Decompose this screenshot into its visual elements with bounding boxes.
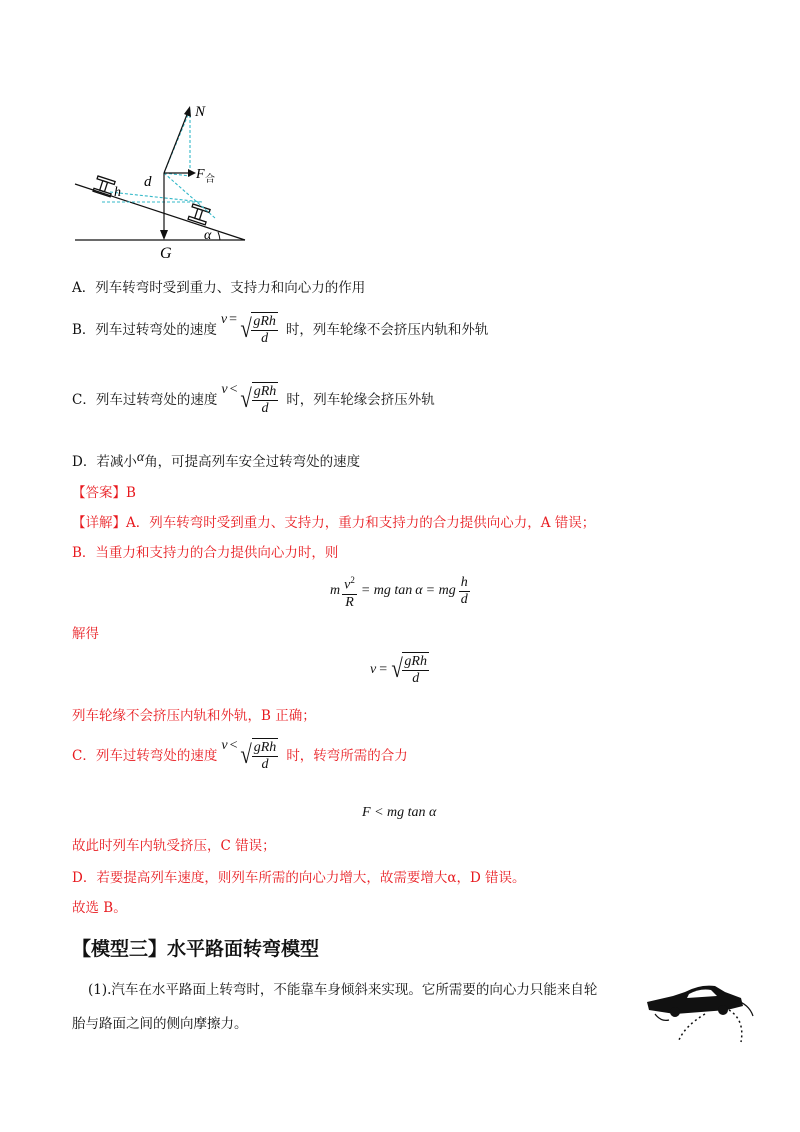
incline-line xyxy=(75,184,245,240)
answer-label: 【答案】B xyxy=(72,485,136,501)
label-N: N xyxy=(195,104,206,120)
equation-force-ineq: F < mg tan α xyxy=(362,805,437,820)
dashed-helper-lines xyxy=(102,110,215,218)
label-alpha: α xyxy=(204,228,212,243)
option-b-prefix: B．列车过转弯处的速度 xyxy=(72,321,217,338)
normal-force-arrow xyxy=(164,112,188,173)
section-para-line1: (1).汽车在水平路面上转弯时，不能靠车身倾斜来实现。它所需要的向心力只能来自轮 xyxy=(88,982,598,998)
equation-velocity: v = √ $\frac{\text{gRh}}{d}$ xyxy=(370,654,427,686)
option-d: D．若减小α角，可提高列车安全过转弯处的速度 xyxy=(72,450,361,470)
detail-a: 【详解】A．列车转弯时受到重力、支持力，重力和支持力的合力提供向心力，A 错误； xyxy=(72,515,596,531)
inner-rail-text: 故此时列车内轨受挤压，C 错误； xyxy=(72,838,276,854)
label-h: h xyxy=(114,185,121,200)
option-b: B．列车过转弯处的速度 v = √ $\frac{\text{gRh}}{d}$ 时，列车轮缘不会挤压内轨和外轨 xyxy=(72,311,489,346)
detail-d: D．若要提高列车速度，则列车所需的向心力增大，故需要增大α，D 错误。 xyxy=(72,870,526,886)
sqrt-gRh-d: √ $\frac{\text{gRh}}{d}$ xyxy=(240,314,276,346)
detail-c: C．列车过转弯处的速度 v < √ $\frac{\text{gRh}}{d}$ 时，转弯所需的合力 xyxy=(72,737,408,772)
choose-text: 故选 B。 xyxy=(72,900,127,916)
label-F-sub: 合 xyxy=(205,174,215,185)
section-title: 【模型三】水平路面转弯模型 xyxy=(72,938,320,960)
car-turning-icon xyxy=(645,970,755,1046)
banked-track-diagram xyxy=(60,98,260,268)
solve-label: 解得 xyxy=(72,626,99,642)
right-rail-icon xyxy=(188,204,210,225)
label-F: F xyxy=(196,167,205,182)
option-c: C．列车过转弯处的速度 v < √ $\frac{\text{gRh}}{d}$ 时，列车轮缘会挤压外轨 xyxy=(72,381,435,416)
label-G: G xyxy=(160,245,172,262)
no-press-text: 列车轮缘不会挤压内轨和外轨，B 正确； xyxy=(72,708,316,724)
label-d: d xyxy=(144,174,152,190)
detail-b: B．当重力和支持力的合力提供向心力时，则 xyxy=(72,545,339,561)
equation-centripetal: m $\frac{v^2}{R}$ = mg tan α = mg $\frac{h}{d}$ xyxy=(330,572,470,611)
option-a: A．列车转弯时受到重力、支持力和向心力的作用 xyxy=(72,280,366,296)
section-para-line2: 胎与路面之间的侧向摩擦力。 xyxy=(72,1016,248,1032)
